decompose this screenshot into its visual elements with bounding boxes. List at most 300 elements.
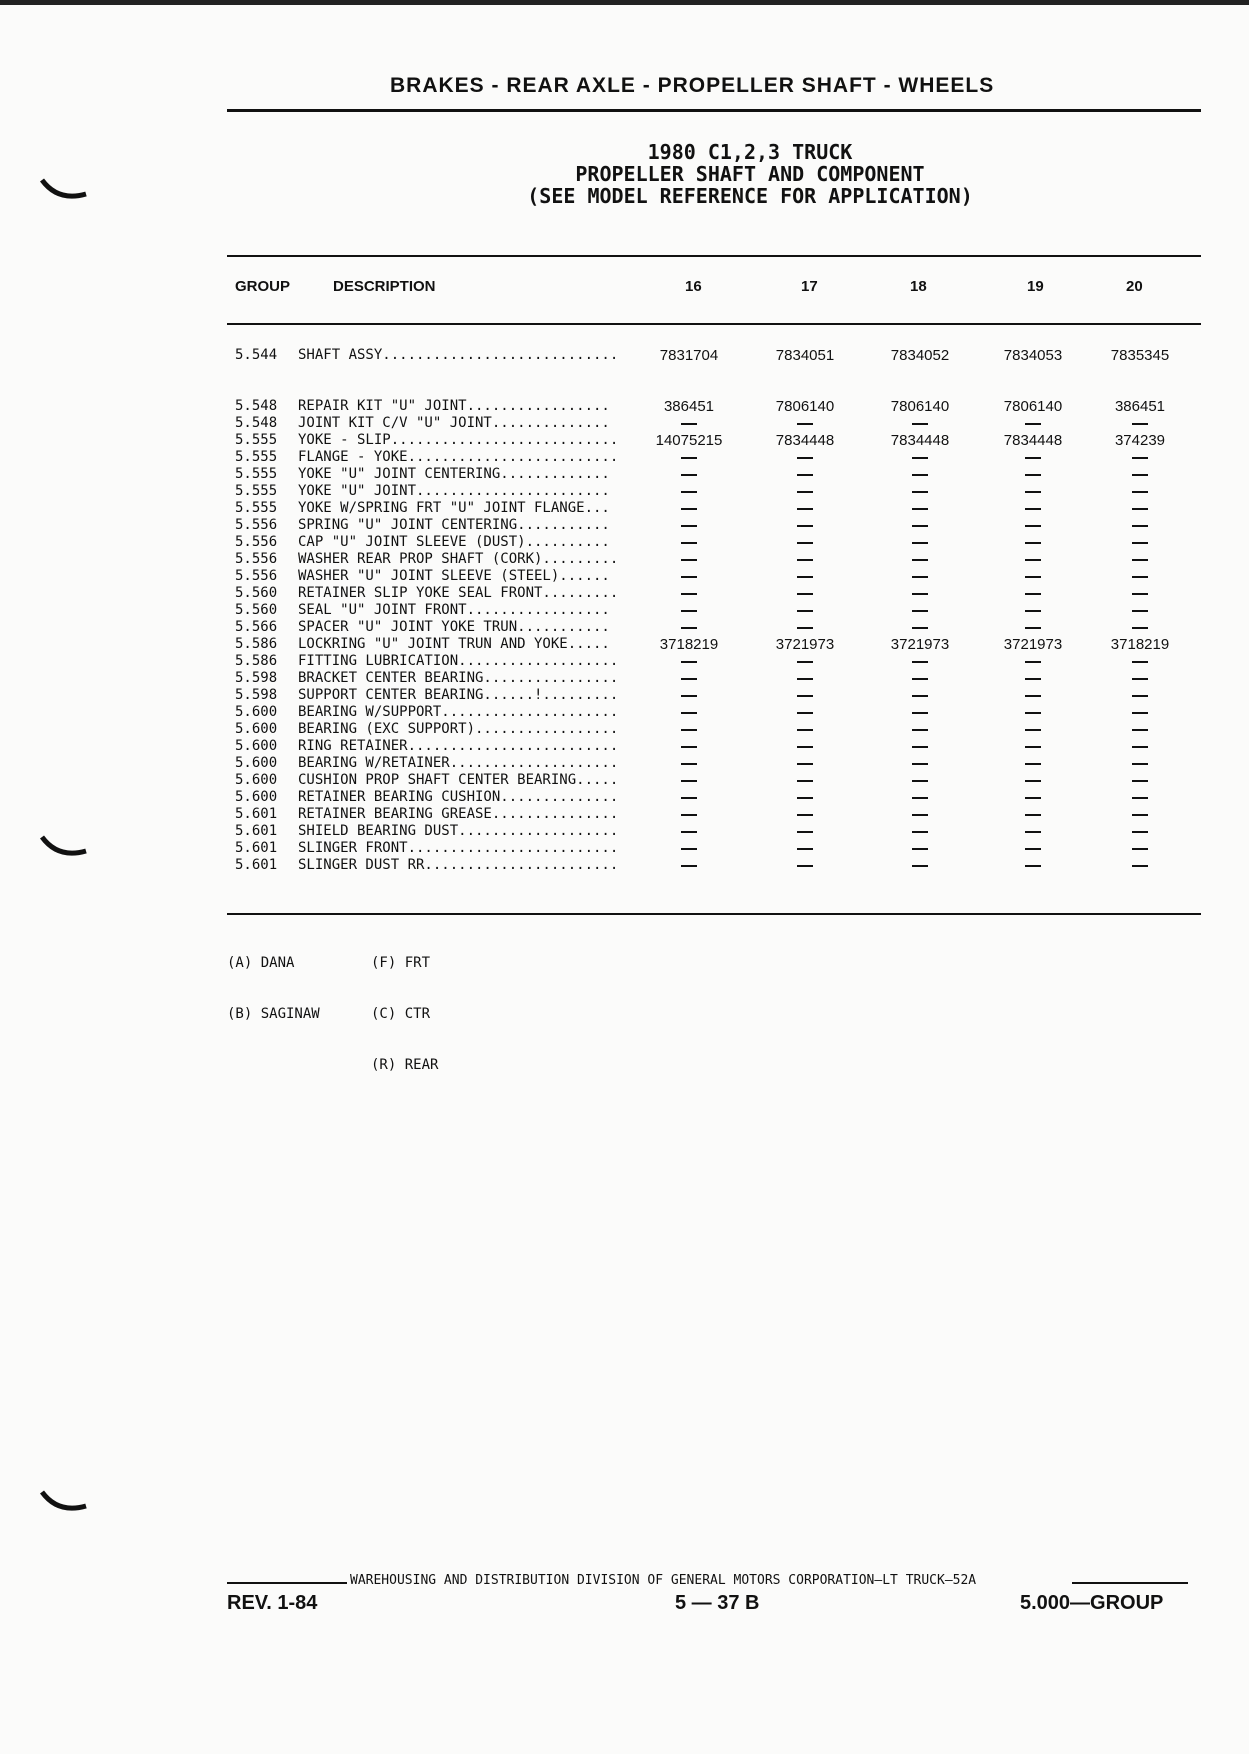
not-applicable-dash: [639, 517, 739, 534]
part-number: 3718219: [659, 636, 719, 653]
not-applicable-dash: [755, 823, 855, 840]
not-applicable-dash: [870, 840, 970, 857]
column-header-model: 17: [801, 278, 818, 295]
dash-mark: [1025, 746, 1041, 748]
group-number: 5.556: [235, 568, 278, 584]
not-applicable-dash: [870, 857, 970, 874]
dash-mark: [912, 474, 928, 476]
not-applicable-dash: [1090, 568, 1190, 585]
not-applicable-dash: [983, 755, 1083, 772]
dash-mark: [681, 593, 697, 595]
table-row: [0, 585, 1249, 602]
not-applicable-dash: [870, 602, 970, 619]
table-row: [0, 466, 1249, 483]
dash-mark: [1025, 542, 1041, 544]
dash-mark: [797, 542, 813, 544]
dash-mark: [1025, 457, 1041, 459]
not-applicable-dash: [755, 789, 855, 806]
dash-mark: [912, 729, 928, 731]
not-applicable-dash: [639, 823, 739, 840]
not-applicable-dash: [870, 687, 970, 704]
note-right: [371, 921, 438, 1108]
not-applicable-dash: [1090, 857, 1190, 874]
not-applicable-dash: [755, 653, 855, 670]
dash-mark: [681, 780, 697, 782]
not-applicable-dash: [870, 517, 970, 534]
part-description: SUPPORT CENTER BEARING......!.........: [298, 687, 619, 703]
not-applicable-dash: [983, 823, 1083, 840]
table-row: [0, 500, 1249, 517]
group-number: 5.601: [235, 806, 278, 822]
table-row: [0, 619, 1249, 636]
not-applicable-dash: [755, 721, 855, 738]
dash-mark: [681, 559, 697, 561]
table-row: [0, 738, 1249, 755]
dash-mark: [681, 848, 697, 850]
dash-mark: [912, 559, 928, 561]
dash-mark: [912, 865, 928, 867]
part-number: 374239: [1114, 432, 1166, 449]
not-applicable-dash: [870, 449, 970, 466]
group-number: 5.555: [235, 449, 278, 465]
dash-mark: [912, 508, 928, 510]
dash-mark: [1025, 712, 1041, 714]
footer-rule-left: [227, 1582, 347, 1584]
dash-mark: [912, 542, 928, 544]
not-applicable-dash: [755, 755, 855, 772]
dash-mark: [912, 525, 928, 527]
not-applicable-dash: [870, 772, 970, 789]
not-applicable-dash: [639, 772, 739, 789]
not-applicable-dash: [983, 738, 1083, 755]
not-applicable-dash: [755, 857, 855, 874]
part-description: CAP "U" JOINT SLEEVE (DUST)..........: [298, 534, 610, 550]
not-applicable-dash: [639, 585, 739, 602]
part-description: SEAL "U" JOINT FRONT.................: [298, 602, 610, 618]
dash-mark: [681, 814, 697, 816]
dash-mark: [1025, 763, 1041, 765]
part-number: 386451: [663, 398, 715, 415]
part-number: 3721973: [775, 636, 835, 653]
dash-mark: [912, 593, 928, 595]
not-applicable-dash: [870, 619, 970, 636]
column-header-group: GROUP: [235, 278, 291, 295]
not-applicable-dash: [639, 840, 739, 857]
part-description: BRACKET CENTER BEARING................: [298, 670, 619, 686]
table-row: [0, 857, 1249, 874]
part-description: SHAFT ASSY............................: [298, 347, 619, 363]
group-number: 5.586: [235, 653, 278, 669]
table-row: [0, 687, 1249, 704]
not-applicable-dash: [1090, 517, 1190, 534]
dash-mark: [681, 661, 697, 663]
dash-mark: [797, 729, 813, 731]
not-applicable-dash: [639, 551, 739, 568]
not-applicable-dash: [1090, 823, 1190, 840]
not-applicable-dash: [983, 483, 1083, 500]
not-applicable-dash: [870, 704, 970, 721]
part-description: SPACER "U" JOINT YOKE TRUN...........: [298, 619, 610, 635]
part-description: YOKE "U" JOINT CENTERING.............: [298, 466, 610, 482]
not-applicable-dash: [639, 619, 739, 636]
group-number: 5.556: [235, 517, 278, 533]
binder-hole-mark-icon: [40, 1490, 88, 1516]
not-applicable-dash: [870, 534, 970, 551]
dash-mark: [1132, 508, 1148, 510]
part-description: RETAINER SLIP YOKE SEAL FRONT.........: [298, 585, 619, 601]
not-applicable-dash: [983, 704, 1083, 721]
dash-mark: [912, 814, 928, 816]
dash-mark: [1132, 457, 1148, 459]
not-applicable-dash: [755, 602, 855, 619]
not-applicable-dash: [870, 823, 970, 840]
dash-mark: [1132, 576, 1148, 578]
table-row: [0, 449, 1249, 466]
part-description: YOKE - SLIP...........................: [298, 432, 619, 448]
group-number: 5.586: [235, 636, 278, 652]
dash-mark: [797, 865, 813, 867]
dash-mark: [1025, 576, 1041, 578]
not-applicable-dash: [1090, 415, 1190, 432]
note-line: (F) FRT: [371, 955, 431, 971]
not-applicable-dash: [870, 738, 970, 755]
dash-mark: [1025, 423, 1041, 425]
dash-mark: [1025, 508, 1041, 510]
group-number: 5.555: [235, 432, 278, 448]
dash-mark: [681, 474, 697, 476]
not-applicable-dash: [755, 772, 855, 789]
not-applicable-dash: [639, 466, 739, 483]
group-number: 5.556: [235, 534, 278, 550]
dash-mark: [797, 678, 813, 680]
dash-mark: [681, 525, 697, 527]
table-row: [0, 568, 1249, 585]
table-row: [0, 806, 1249, 823]
group-number: 5.548: [235, 415, 278, 431]
not-applicable-dash: [983, 857, 1083, 874]
part-description: REPAIR KIT "U" JOINT.................: [298, 398, 610, 414]
dash-mark: [1132, 814, 1148, 816]
part-description: SLINGER DUST RR.......................: [298, 857, 619, 873]
part-description: YOKE W/SPRING FRT "U" JOINT FLANGE...: [298, 500, 610, 516]
dash-mark: [797, 797, 813, 799]
dash-mark: [1132, 661, 1148, 663]
not-applicable-dash: [639, 670, 739, 687]
not-applicable-dash: [755, 585, 855, 602]
not-applicable-dash: [1090, 449, 1190, 466]
part-description: BEARING (EXC SUPPORT).................: [298, 721, 619, 737]
dash-mark: [797, 576, 813, 578]
column-header-model: 19: [1027, 278, 1044, 295]
not-applicable-dash: [870, 806, 970, 823]
not-applicable-dash: [639, 755, 739, 772]
column-header-model: 16: [685, 278, 702, 295]
part-description: WASHER "U" JOINT SLEEVE (STEEL)......: [298, 568, 610, 584]
not-applicable-dash: [755, 687, 855, 704]
part-number: 3718219: [1110, 636, 1170, 653]
part-number: 7834051: [775, 347, 835, 364]
section-header: BRAKES - REAR AXLE - PROPELLER SHAFT - WHEELS: [390, 74, 995, 97]
part-description: SPRING "U" JOINT CENTERING...........: [298, 517, 610, 533]
part-description: FITTING LUBRICATION...................: [298, 653, 619, 669]
part-number: 7831704: [659, 347, 719, 364]
dash-mark: [1132, 491, 1148, 493]
page-title: [440, 141, 1060, 207]
page-number: 5 — 37 B: [675, 1592, 760, 1614]
group-number: 5.600: [235, 755, 278, 771]
dash-mark: [797, 780, 813, 782]
part-number: 7806140: [775, 398, 835, 415]
dash-mark: [797, 491, 813, 493]
group-number: 5.555: [235, 466, 278, 482]
dash-mark: [912, 797, 928, 799]
dash-mark: [1025, 491, 1041, 493]
dash-mark: [912, 831, 928, 833]
part-description: RETAINER BEARING CUSHION..............: [298, 789, 619, 805]
part-number: 14075215: [655, 432, 723, 449]
dash-mark: [797, 610, 813, 612]
dash-mark: [681, 576, 697, 578]
table-row: [0, 823, 1249, 840]
dash-mark: [1025, 695, 1041, 697]
dash-mark: [681, 491, 697, 493]
dash-mark: [1025, 729, 1041, 731]
dash-mark: [681, 695, 697, 697]
part-number: 7834052: [890, 347, 950, 364]
not-applicable-dash: [870, 568, 970, 585]
not-applicable-dash: [639, 534, 739, 551]
not-applicable-dash: [983, 806, 1083, 823]
dash-mark: [681, 729, 697, 731]
not-applicable-dash: [983, 466, 1083, 483]
title-line: (SEE MODEL REFERENCE FOR APPLICATION): [527, 184, 973, 208]
group-label: 5.000—GROUP: [1020, 1592, 1164, 1614]
table-row: [0, 432, 1249, 449]
dash-mark: [681, 457, 697, 459]
dash-mark: [912, 457, 928, 459]
dash-mark: [1025, 593, 1041, 595]
dash-mark: [797, 695, 813, 697]
group-number: 5.600: [235, 721, 278, 737]
dash-mark: [797, 661, 813, 663]
not-applicable-dash: [639, 500, 739, 517]
part-description: JOINT KIT C/V "U" JOINT..............: [298, 415, 610, 431]
dash-mark: [1025, 474, 1041, 476]
table-row: [0, 721, 1249, 738]
not-applicable-dash: [870, 585, 970, 602]
dash-mark: [681, 423, 697, 425]
dash-mark: [1025, 559, 1041, 561]
group-number: 5.601: [235, 857, 278, 873]
dash-mark: [797, 559, 813, 561]
dash-mark: [912, 423, 928, 425]
dash-mark: [912, 848, 928, 850]
group-number: 5.600: [235, 772, 278, 788]
note-line: (B) SAGINAW: [227, 1006, 320, 1022]
title-line: PROPELLER SHAFT AND COMPONENT: [575, 162, 925, 186]
part-number: 7834448: [890, 432, 950, 449]
part-number: 7835345: [1110, 347, 1170, 364]
table-row: [0, 704, 1249, 721]
binder-hole-mark-icon: [40, 178, 88, 204]
not-applicable-dash: [639, 789, 739, 806]
not-applicable-dash: [870, 755, 970, 772]
dash-mark: [912, 712, 928, 714]
not-applicable-dash: [755, 670, 855, 687]
dash-mark: [1025, 525, 1041, 527]
not-applicable-dash: [1090, 738, 1190, 755]
title-line: 1980 C1,2,3 TRUCK: [647, 140, 853, 164]
table-row: [0, 534, 1249, 551]
not-applicable-dash: [639, 449, 739, 466]
dash-mark: [912, 576, 928, 578]
part-number: 7834448: [1003, 432, 1063, 449]
dash-mark: [1132, 695, 1148, 697]
dash-mark: [797, 474, 813, 476]
not-applicable-dash: [983, 568, 1083, 585]
group-number: 5.600: [235, 789, 278, 805]
group-number: 5.555: [235, 483, 278, 499]
not-applicable-dash: [983, 551, 1083, 568]
not-applicable-dash: [1090, 619, 1190, 636]
dash-mark: [797, 746, 813, 748]
table-row: [0, 636, 1249, 653]
dash-mark: [1025, 678, 1041, 680]
dash-mark: [912, 661, 928, 663]
dash-mark: [681, 627, 697, 629]
dash-mark: [1132, 593, 1148, 595]
not-applicable-dash: [1090, 653, 1190, 670]
top-edge-line: [0, 0, 1249, 5]
dash-mark: [1132, 678, 1148, 680]
dash-mark: [797, 712, 813, 714]
dash-mark: [1132, 780, 1148, 782]
dash-mark: [797, 593, 813, 595]
footer-division: WAREHOUSING AND DISTRIBUTION DIVISION OF GENERAL MOTORS CORPORATION—LT TRUCK—52A: [350, 1573, 977, 1588]
not-applicable-dash: [1090, 585, 1190, 602]
part-number: 386451: [1114, 398, 1166, 415]
table-row: [0, 772, 1249, 789]
dash-mark: [1025, 627, 1041, 629]
dash-mark: [912, 763, 928, 765]
dash-mark: [1132, 627, 1148, 629]
dash-mark: [912, 610, 928, 612]
not-applicable-dash: [639, 415, 739, 432]
not-applicable-dash: [870, 653, 970, 670]
group-number: 5.598: [235, 670, 278, 686]
not-applicable-dash: [755, 500, 855, 517]
dash-mark: [681, 746, 697, 748]
note-line: (C) CTR: [371, 1006, 431, 1022]
not-applicable-dash: [983, 517, 1083, 534]
not-applicable-dash: [870, 789, 970, 806]
not-applicable-dash: [639, 857, 739, 874]
not-applicable-dash: [755, 806, 855, 823]
not-applicable-dash: [983, 415, 1083, 432]
dash-mark: [797, 457, 813, 459]
not-applicable-dash: [870, 500, 970, 517]
not-applicable-dash: [983, 449, 1083, 466]
dash-mark: [1132, 542, 1148, 544]
dash-mark: [1132, 865, 1148, 867]
part-description: BEARING W/SUPPORT.....................: [298, 704, 619, 720]
table-row: [0, 551, 1249, 568]
dash-mark: [797, 814, 813, 816]
not-applicable-dash: [639, 602, 739, 619]
dash-mark: [912, 678, 928, 680]
group-number: 5.556: [235, 551, 278, 567]
not-applicable-dash: [639, 568, 739, 585]
not-applicable-dash: [639, 738, 739, 755]
not-applicable-dash: [639, 721, 739, 738]
dash-mark: [1132, 831, 1148, 833]
part-number: 7806140: [890, 398, 950, 415]
group-number: 5.600: [235, 704, 278, 720]
revision-label: REV. 1-84: [227, 1592, 318, 1614]
part-description: RING RETAINER.........................: [298, 738, 619, 754]
part-number: 7834053: [1003, 347, 1063, 364]
dash-mark: [1025, 831, 1041, 833]
table-row: [0, 670, 1249, 687]
not-applicable-dash: [755, 704, 855, 721]
not-applicable-dash: [983, 534, 1083, 551]
dash-mark: [797, 627, 813, 629]
not-applicable-dash: [1090, 755, 1190, 772]
part-description: SLINGER FRONT.........................: [298, 840, 619, 856]
not-applicable-dash: [755, 449, 855, 466]
part-number: 7806140: [1003, 398, 1063, 415]
not-applicable-dash: [1090, 806, 1190, 823]
table-row: [0, 347, 1249, 364]
dash-mark: [1132, 729, 1148, 731]
dash-mark: [797, 831, 813, 833]
not-applicable-dash: [1090, 466, 1190, 483]
group-number: 5.600: [235, 738, 278, 754]
part-number: 3721973: [1003, 636, 1063, 653]
not-applicable-dash: [755, 551, 855, 568]
not-applicable-dash: [983, 500, 1083, 517]
dash-mark: [1025, 780, 1041, 782]
not-applicable-dash: [1090, 670, 1190, 687]
table-row: [0, 840, 1249, 857]
dash-mark: [1132, 610, 1148, 612]
not-applicable-dash: [983, 619, 1083, 636]
dash-mark: [912, 746, 928, 748]
not-applicable-dash: [1090, 500, 1190, 517]
not-applicable-dash: [1090, 534, 1190, 551]
part-description: LOCKRING "U" JOINT TRUN AND YOKE.....: [298, 636, 610, 652]
not-applicable-dash: [755, 568, 855, 585]
not-applicable-dash: [1090, 483, 1190, 500]
column-header-model: 20: [1126, 278, 1143, 295]
not-applicable-dash: [983, 721, 1083, 738]
not-applicable-dash: [1090, 772, 1190, 789]
not-applicable-dash: [983, 585, 1083, 602]
part-description: SHIELD BEARING DUST...................: [298, 823, 619, 839]
table-row: [0, 415, 1249, 432]
group-number: 5.601: [235, 840, 278, 856]
dash-mark: [1025, 661, 1041, 663]
group-number: 5.548: [235, 398, 278, 414]
not-applicable-dash: [870, 721, 970, 738]
not-applicable-dash: [755, 840, 855, 857]
not-applicable-dash: [870, 483, 970, 500]
not-applicable-dash: [639, 704, 739, 721]
not-applicable-dash: [755, 738, 855, 755]
not-applicable-dash: [983, 687, 1083, 704]
header-rule: [227, 109, 1201, 112]
dash-mark: [1132, 712, 1148, 714]
